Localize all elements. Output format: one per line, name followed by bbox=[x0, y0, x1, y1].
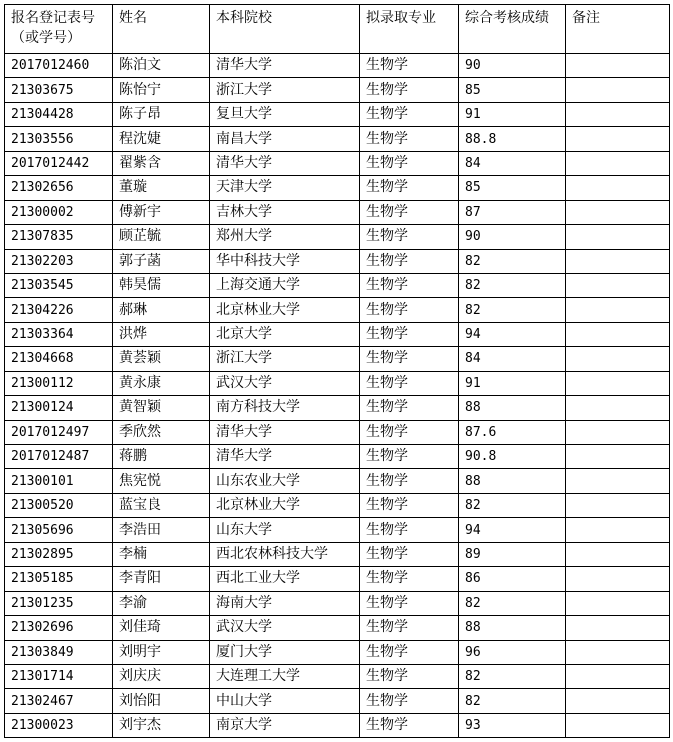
cell-score: 84 bbox=[459, 347, 566, 371]
header-row bbox=[5, 5, 670, 54]
cell-score: 88 bbox=[459, 469, 566, 493]
cell-major: 生物学 bbox=[360, 151, 459, 175]
cell-registration-no: 21300520 bbox=[5, 493, 113, 517]
cell-major: 生物学 bbox=[360, 616, 459, 640]
cell-name: 郝琳 bbox=[113, 298, 210, 322]
cell-major: 生物学 bbox=[360, 664, 459, 688]
cell-registration-no: 21307835 bbox=[5, 225, 113, 249]
cell-remarks bbox=[566, 102, 670, 126]
cell-score: 87.6 bbox=[459, 420, 566, 444]
cell-registration-no: 21300002 bbox=[5, 200, 113, 224]
cell-score: 96 bbox=[459, 640, 566, 664]
cell-undergrad-school: 清华大学 bbox=[210, 151, 360, 175]
table-row bbox=[5, 396, 670, 420]
cell-major: 生物学 bbox=[360, 176, 459, 200]
header-major: 拟录取专业 bbox=[360, 5, 459, 54]
cell-major: 生物学 bbox=[360, 542, 459, 566]
cell-major: 生物学 bbox=[360, 200, 459, 224]
cell-registration-no: 21305185 bbox=[5, 567, 113, 591]
cell-name: 黄永康 bbox=[113, 371, 210, 395]
cell-undergrad-school: 吉林大学 bbox=[210, 200, 360, 224]
admission-table bbox=[4, 4, 670, 738]
cell-remarks bbox=[566, 225, 670, 249]
cell-remarks bbox=[566, 127, 670, 151]
cell-remarks bbox=[566, 445, 670, 469]
cell-remarks bbox=[566, 298, 670, 322]
cell-major: 生物学 bbox=[360, 298, 459, 322]
cell-registration-no: 21300112 bbox=[5, 371, 113, 395]
header-name: 姓名 bbox=[113, 5, 210, 54]
cell-major: 生物学 bbox=[360, 469, 459, 493]
cell-score: 89 bbox=[459, 542, 566, 566]
cell-name: 刘佳琦 bbox=[113, 616, 210, 640]
cell-score: 93 bbox=[459, 713, 566, 737]
cell-registration-no: 2017012442 bbox=[5, 151, 113, 175]
cell-major: 生物学 bbox=[360, 347, 459, 371]
cell-name: 陈怡宁 bbox=[113, 78, 210, 102]
cell-undergrad-school: 山东大学 bbox=[210, 518, 360, 542]
cell-name: 韩昊儒 bbox=[113, 273, 210, 297]
cell-name: 黄智颖 bbox=[113, 396, 210, 420]
table-row bbox=[5, 371, 670, 395]
cell-registration-no: 21303364 bbox=[5, 322, 113, 346]
cell-remarks bbox=[566, 493, 670, 517]
cell-score: 90.8 bbox=[459, 445, 566, 469]
cell-name: 李青阳 bbox=[113, 567, 210, 591]
cell-major: 生物学 bbox=[360, 420, 459, 444]
table-row bbox=[5, 493, 670, 517]
cell-remarks bbox=[566, 396, 670, 420]
cell-name: 焦宪悦 bbox=[113, 469, 210, 493]
table-row bbox=[5, 640, 670, 664]
cell-registration-no: 21301714 bbox=[5, 664, 113, 688]
header-remarks: 备注 bbox=[566, 5, 670, 54]
cell-score: 82 bbox=[459, 493, 566, 517]
cell-registration-no: 21302467 bbox=[5, 689, 113, 713]
cell-name: 李浩田 bbox=[113, 518, 210, 542]
cell-undergrad-school: 浙江大学 bbox=[210, 78, 360, 102]
cell-undergrad-school: 厦门大学 bbox=[210, 640, 360, 664]
header-registration-no: 报名登记表号（或学号） bbox=[5, 5, 113, 54]
table-row bbox=[5, 322, 670, 346]
cell-remarks bbox=[566, 273, 670, 297]
cell-registration-no: 21303545 bbox=[5, 273, 113, 297]
cell-registration-no: 21304668 bbox=[5, 347, 113, 371]
table-row bbox=[5, 567, 670, 591]
cell-score: 82 bbox=[459, 689, 566, 713]
cell-undergrad-school: 清华大学 bbox=[210, 420, 360, 444]
cell-name: 翟紫含 bbox=[113, 151, 210, 175]
cell-undergrad-school: 大连理工大学 bbox=[210, 664, 360, 688]
cell-major: 生物学 bbox=[360, 322, 459, 346]
table-row bbox=[5, 249, 670, 273]
cell-remarks bbox=[566, 591, 670, 615]
cell-name: 刘明宇 bbox=[113, 640, 210, 664]
table-row bbox=[5, 176, 670, 200]
cell-score: 91 bbox=[459, 371, 566, 395]
cell-score: 88 bbox=[459, 396, 566, 420]
cell-undergrad-school: 北京大学 bbox=[210, 322, 360, 346]
cell-score: 82 bbox=[459, 273, 566, 297]
cell-undergrad-school: 西北农林科技大学 bbox=[210, 542, 360, 566]
cell-name: 李渝 bbox=[113, 591, 210, 615]
cell-remarks bbox=[566, 567, 670, 591]
cell-undergrad-school: 郑州大学 bbox=[210, 225, 360, 249]
cell-major: 生物学 bbox=[360, 689, 459, 713]
cell-undergrad-school: 武汉大学 bbox=[210, 371, 360, 395]
cell-registration-no: 21303556 bbox=[5, 127, 113, 151]
cell-score: 84 bbox=[459, 151, 566, 175]
cell-registration-no: 21300101 bbox=[5, 469, 113, 493]
cell-score: 82 bbox=[459, 664, 566, 688]
header-score: 综合考核成绩 bbox=[459, 5, 566, 54]
cell-major: 生物学 bbox=[360, 78, 459, 102]
cell-name: 刘怡阳 bbox=[113, 689, 210, 713]
table-row bbox=[5, 298, 670, 322]
cell-remarks bbox=[566, 322, 670, 346]
table-header bbox=[5, 5, 670, 54]
cell-major: 生物学 bbox=[360, 127, 459, 151]
cell-undergrad-school: 中山大学 bbox=[210, 689, 360, 713]
cell-major: 生物学 bbox=[360, 249, 459, 273]
cell-remarks bbox=[566, 713, 670, 737]
cell-remarks bbox=[566, 200, 670, 224]
cell-name: 傅新宇 bbox=[113, 200, 210, 224]
table-row bbox=[5, 469, 670, 493]
cell-score: 82 bbox=[459, 249, 566, 273]
table-row bbox=[5, 420, 670, 444]
cell-undergrad-school: 南昌大学 bbox=[210, 127, 360, 151]
cell-undergrad-school: 南京大学 bbox=[210, 713, 360, 737]
cell-registration-no: 21305696 bbox=[5, 518, 113, 542]
cell-score: 94 bbox=[459, 322, 566, 346]
cell-remarks bbox=[566, 54, 670, 78]
cell-undergrad-school: 上海交通大学 bbox=[210, 273, 360, 297]
cell-major: 生物学 bbox=[360, 273, 459, 297]
cell-registration-no: 21304226 bbox=[5, 298, 113, 322]
cell-registration-no: 21301235 bbox=[5, 591, 113, 615]
table-row bbox=[5, 518, 670, 542]
table-row bbox=[5, 542, 670, 566]
cell-undergrad-school: 南方科技大学 bbox=[210, 396, 360, 420]
table-row bbox=[5, 54, 670, 78]
cell-undergrad-school: 北京林业大学 bbox=[210, 493, 360, 517]
cell-name: 刘宇杰 bbox=[113, 713, 210, 737]
cell-score: 87 bbox=[459, 200, 566, 224]
cell-remarks bbox=[566, 371, 670, 395]
cell-registration-no: 21302203 bbox=[5, 249, 113, 273]
cell-remarks bbox=[566, 420, 670, 444]
cell-remarks bbox=[566, 640, 670, 664]
cell-name: 季欣然 bbox=[113, 420, 210, 444]
cell-score: 90 bbox=[459, 54, 566, 78]
table-row bbox=[5, 713, 670, 737]
cell-major: 生物学 bbox=[360, 396, 459, 420]
cell-score: 90 bbox=[459, 225, 566, 249]
cell-major: 生物学 bbox=[360, 567, 459, 591]
cell-registration-no: 21300124 bbox=[5, 396, 113, 420]
cell-remarks bbox=[566, 689, 670, 713]
cell-score: 86 bbox=[459, 567, 566, 591]
cell-remarks bbox=[566, 616, 670, 640]
cell-undergrad-school: 清华大学 bbox=[210, 445, 360, 469]
cell-remarks bbox=[566, 78, 670, 102]
cell-name: 刘庆庆 bbox=[113, 664, 210, 688]
cell-undergrad-school: 山东农业大学 bbox=[210, 469, 360, 493]
cell-major: 生物学 bbox=[360, 225, 459, 249]
cell-name: 蒋鹏 bbox=[113, 445, 210, 469]
cell-registration-no: 21302656 bbox=[5, 176, 113, 200]
table-row bbox=[5, 102, 670, 126]
cell-undergrad-school: 西北工业大学 bbox=[210, 567, 360, 591]
cell-remarks bbox=[566, 151, 670, 175]
table-row bbox=[5, 445, 670, 469]
cell-name: 李楠 bbox=[113, 542, 210, 566]
cell-score: 85 bbox=[459, 78, 566, 102]
cell-remarks bbox=[566, 518, 670, 542]
cell-major: 生物学 bbox=[360, 54, 459, 78]
table-row bbox=[5, 347, 670, 371]
cell-remarks bbox=[566, 176, 670, 200]
cell-registration-no: 2017012487 bbox=[5, 445, 113, 469]
cell-score: 82 bbox=[459, 591, 566, 615]
cell-undergrad-school: 复旦大学 bbox=[210, 102, 360, 126]
cell-name: 顾芷毓 bbox=[113, 225, 210, 249]
table-row bbox=[5, 200, 670, 224]
cell-undergrad-school: 海南大学 bbox=[210, 591, 360, 615]
cell-remarks bbox=[566, 347, 670, 371]
cell-major: 生物学 bbox=[360, 640, 459, 664]
cell-remarks bbox=[566, 249, 670, 273]
cell-major: 生物学 bbox=[360, 591, 459, 615]
cell-undergrad-school: 浙江大学 bbox=[210, 347, 360, 371]
table-row bbox=[5, 127, 670, 151]
cell-name: 蓝宝良 bbox=[113, 493, 210, 517]
cell-registration-no: 2017012497 bbox=[5, 420, 113, 444]
cell-undergrad-school: 天津大学 bbox=[210, 176, 360, 200]
cell-name: 黄荟颖 bbox=[113, 347, 210, 371]
cell-major: 生物学 bbox=[360, 102, 459, 126]
cell-registration-no: 21304428 bbox=[5, 102, 113, 126]
cell-remarks bbox=[566, 664, 670, 688]
cell-score: 91 bbox=[459, 102, 566, 126]
cell-major: 生物学 bbox=[360, 371, 459, 395]
cell-name: 董璇 bbox=[113, 176, 210, 200]
cell-major: 生物学 bbox=[360, 518, 459, 542]
cell-name: 程沈婕 bbox=[113, 127, 210, 151]
table-body bbox=[5, 54, 670, 738]
table-row bbox=[5, 78, 670, 102]
table-row bbox=[5, 225, 670, 249]
cell-registration-no: 21303675 bbox=[5, 78, 113, 102]
cell-name: 陈子昂 bbox=[113, 102, 210, 126]
table-row bbox=[5, 591, 670, 615]
cell-registration-no: 21300023 bbox=[5, 713, 113, 737]
cell-registration-no: 21303849 bbox=[5, 640, 113, 664]
table-row bbox=[5, 273, 670, 297]
cell-undergrad-school: 北京林业大学 bbox=[210, 298, 360, 322]
cell-major: 生物学 bbox=[360, 493, 459, 517]
cell-score: 85 bbox=[459, 176, 566, 200]
cell-registration-no: 21302696 bbox=[5, 616, 113, 640]
cell-name: 陈泊文 bbox=[113, 54, 210, 78]
cell-score: 88.8 bbox=[459, 127, 566, 151]
cell-undergrad-school: 清华大学 bbox=[210, 54, 360, 78]
cell-score: 88 bbox=[459, 616, 566, 640]
table-row bbox=[5, 151, 670, 175]
table-row bbox=[5, 689, 670, 713]
cell-undergrad-school: 华中科技大学 bbox=[210, 249, 360, 273]
cell-major: 生物学 bbox=[360, 713, 459, 737]
cell-registration-no: 21302895 bbox=[5, 542, 113, 566]
cell-undergrad-school: 武汉大学 bbox=[210, 616, 360, 640]
cell-remarks bbox=[566, 469, 670, 493]
cell-remarks bbox=[566, 542, 670, 566]
cell-name: 郭子菡 bbox=[113, 249, 210, 273]
cell-score: 94 bbox=[459, 518, 566, 542]
header-undergrad-school: 本科院校 bbox=[210, 5, 360, 54]
table-row bbox=[5, 664, 670, 688]
cell-major: 生物学 bbox=[360, 445, 459, 469]
table-row bbox=[5, 616, 670, 640]
cell-score: 82 bbox=[459, 298, 566, 322]
cell-registration-no: 2017012460 bbox=[5, 54, 113, 78]
cell-name: 洪烨 bbox=[113, 322, 210, 346]
